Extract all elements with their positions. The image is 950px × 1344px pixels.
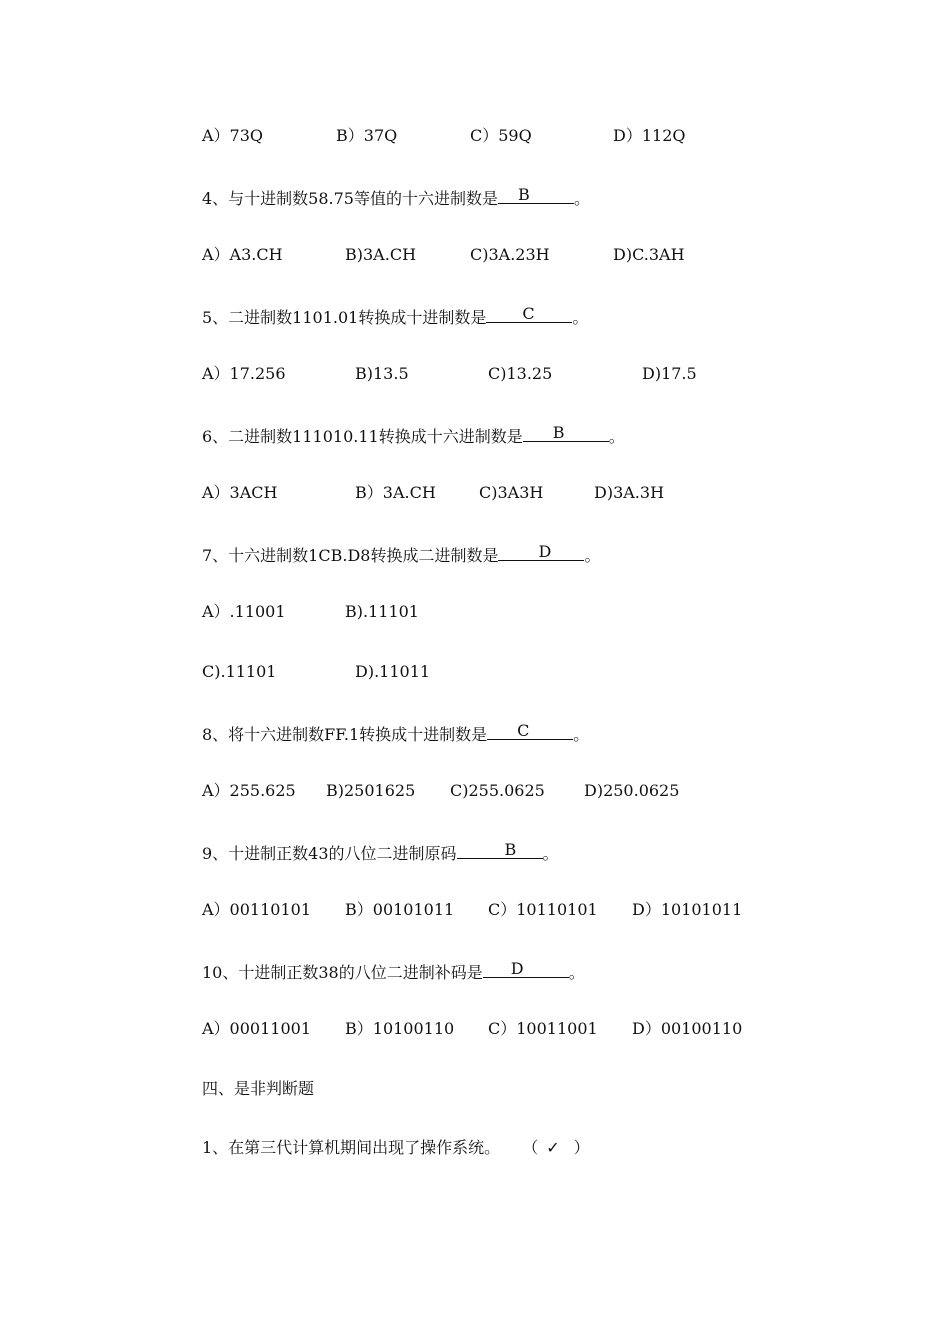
question-end: 。 (572, 308, 589, 327)
question-end: 。 (574, 189, 591, 208)
question-10 (202, 958, 585, 982)
question-5 (202, 303, 588, 327)
option-d: D)3A.3H (594, 483, 665, 502)
answer-text: B (504, 840, 517, 859)
answer-blank (487, 720, 573, 740)
option-a: A）A3.CH (202, 245, 283, 264)
question-4 (202, 184, 590, 208)
option-a: A）.11001 (202, 602, 286, 621)
option-b: B）37Q (336, 126, 398, 145)
option-a: A）73Q (202, 126, 264, 145)
option-d: D）112Q (613, 126, 686, 145)
answer-text: B (552, 423, 565, 442)
option-b: B).11101 (345, 602, 419, 621)
option-c: C）10110101 (488, 900, 598, 919)
answer-text: D (538, 542, 552, 561)
option-c: C)255.0625 (450, 781, 545, 800)
option-a: A）00110101 (202, 900, 311, 919)
question-end: 。 (608, 427, 625, 446)
question-text: 6、二进制数111010.11转换成十六进制数是 (202, 427, 523, 446)
question-end: 。 (542, 844, 559, 863)
option-c: C)13.25 (488, 364, 553, 383)
question-text: 7、十六进制数1CB.D8转换成二进制数是 (202, 546, 499, 565)
question-9 (202, 839, 559, 863)
option-c: C).11101 (202, 662, 277, 681)
open-paren: （ (522, 1138, 539, 1157)
option-d: D).11011 (355, 662, 431, 681)
answer-text: C (517, 721, 530, 740)
option-d: D)17.5 (642, 364, 697, 383)
close-paren: ） (573, 1138, 590, 1157)
true-false-1 (202, 1136, 590, 1160)
check-mark-icon: ✓ (546, 1138, 560, 1157)
option-d: D）10101011 (632, 900, 743, 919)
option-c: C)3A3H (479, 483, 544, 502)
option-c: C)3A.23H (470, 245, 550, 264)
option-b: B）3A.CH (355, 483, 436, 502)
option-d: D）00100110 (632, 1019, 743, 1038)
question-6 (202, 422, 625, 446)
answer-blank (498, 184, 574, 204)
answer-blank (523, 422, 609, 442)
question-end: 。 (584, 546, 601, 565)
question-text: 1、在第三代计算机期间出现了操作系统。 (202, 1138, 501, 1157)
option-c: C）10011001 (488, 1019, 598, 1038)
answer-blank (457, 839, 543, 859)
option-a: A）17.256 (202, 364, 286, 383)
question-end: 。 (568, 963, 585, 982)
option-b: B)2501625 (326, 781, 416, 800)
answer-blank (486, 303, 572, 323)
answer-text: C (522, 304, 535, 323)
answer-text: B (518, 185, 530, 204)
option-b: B)13.5 (355, 364, 409, 383)
section-title: 四、是非判断题 (202, 1079, 315, 1098)
question-text: 10、十进制正数38的八位二进制补码是 (202, 963, 483, 982)
option-c: C）59Q (470, 126, 532, 145)
option-b: B）00101011 (345, 900, 455, 919)
answer-blank (498, 541, 584, 561)
option-a: A）00011001 (202, 1019, 311, 1038)
option-b: B)3A.CH (345, 245, 417, 264)
question-text: 8、将十六进制数FF.1转换成十进制数是 (202, 725, 488, 744)
question-text: 9、十进制正数43的八位二进制原码 (202, 844, 457, 863)
option-a: A）3ACH (202, 483, 278, 502)
option-b: B）10100110 (345, 1019, 455, 1038)
answer-text: D (510, 959, 524, 978)
option-a: A）255.625 (202, 781, 296, 800)
question-end: 。 (573, 725, 590, 744)
question-text: 5、二进制数1101.01转换成十进制数是 (202, 308, 487, 327)
question-8 (202, 720, 589, 744)
option-d: D)C.3AH (613, 245, 685, 264)
question-7 (202, 541, 600, 565)
question-text: 4、与十进制数58.75等值的十六进制数是 (202, 189, 498, 208)
answer-blank (483, 958, 569, 978)
option-d: D)250.0625 (584, 781, 680, 800)
